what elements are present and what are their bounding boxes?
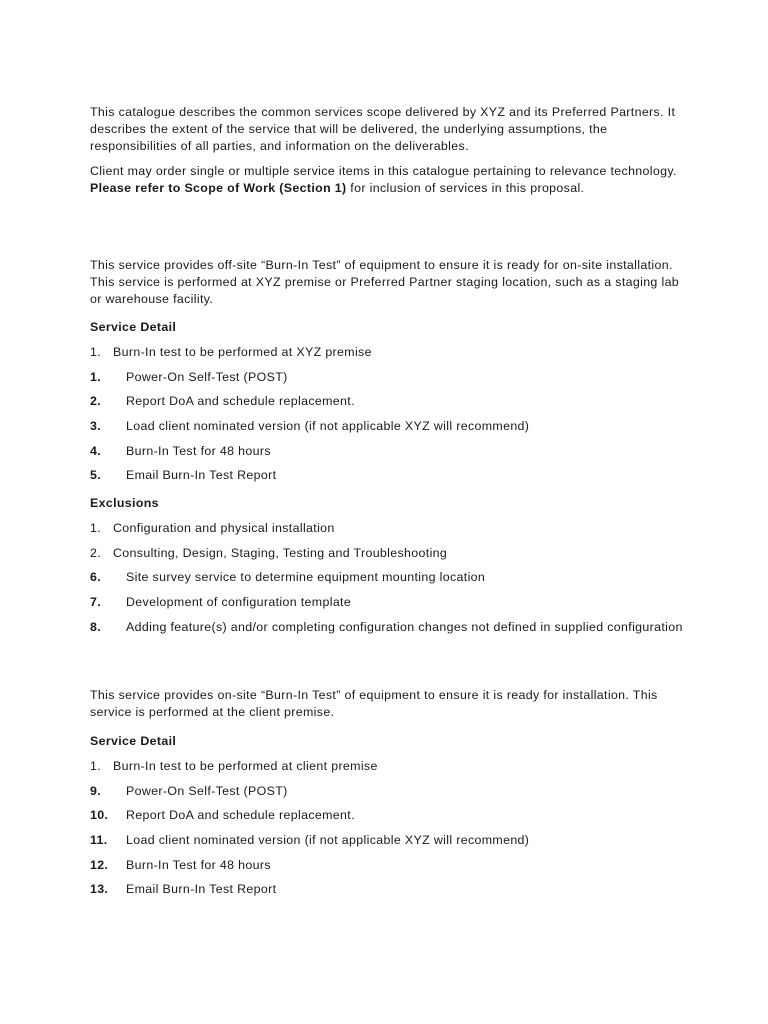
order-paragraph xyxy=(90,163,690,197)
list-item xyxy=(90,807,690,824)
list-item xyxy=(90,758,690,775)
list-item-number: 1. xyxy=(90,759,102,773)
list-item-text: Burn-In Test for 48 hours xyxy=(126,443,271,458)
list-item-number: 3. xyxy=(90,419,102,434)
list-item-number: 8. xyxy=(90,619,102,634)
list-item xyxy=(90,594,690,611)
list-item xyxy=(90,783,690,800)
list-item-text: Adding feature(s) and/or completing configuration changes not defined in supplied configuration xyxy=(126,619,683,634)
offsite-exclusions xyxy=(90,495,690,636)
list-item-number: 1. xyxy=(90,521,102,535)
list-item-number: 11. xyxy=(90,833,108,848)
list-item-text: Email Burn-In Test Report xyxy=(126,468,277,483)
exclusions-list xyxy=(90,520,690,636)
list-item xyxy=(90,443,690,460)
onsite-section xyxy=(90,687,690,721)
offsite-service-detail-heading: Service Detail xyxy=(90,320,177,334)
list-item-number: 7. xyxy=(90,595,102,610)
offsite-section xyxy=(90,257,690,308)
list-item-number: 2. xyxy=(90,545,102,560)
list-item xyxy=(90,344,690,361)
list-item-text: Load client nominated version (if not applicable XYZ will recommend) xyxy=(126,419,530,434)
onsite-description: This service provides on-site “Burn-In Test” of equipment to ensure it is ready for installation. This service is performed at the client premise. xyxy=(90,688,658,719)
list-item-number: 1. xyxy=(90,369,102,384)
list-item-text: Report DoA and schedule replacement. xyxy=(126,808,355,823)
list-item-text: Power-On Self-Test (POST) xyxy=(126,783,288,798)
list-item-number: 12. xyxy=(90,857,109,872)
list-item-text: Configuration and physical installation xyxy=(113,521,335,535)
list-item-number: 5. xyxy=(90,468,102,483)
list-item-text: Development of configuration template xyxy=(126,595,352,610)
intro-paragraph: This catalogue describes the common services scope delivered by XYZ and its Preferred Partners. It describes the extent of the service that will be delivered, the underlying assumptions, the responsibilities of all parties, and information on the deliverables. xyxy=(90,105,676,153)
order-text-start: Client may order single or multiple service items in this catalogue pertaining to relevance technology. xyxy=(90,164,677,178)
intro-section xyxy=(90,104,690,197)
list-item-text: Burn-In Test for 48 hours xyxy=(126,857,271,872)
list-item-number: 9. xyxy=(90,783,102,798)
list-item-text: Burn-In test to be performed at XYZ premise xyxy=(113,345,372,359)
list-item-text: Report DoA and schedule replacement. xyxy=(126,394,355,409)
onsite-service-detail xyxy=(90,733,690,898)
list-item xyxy=(90,520,690,537)
onsite-service-detail-list xyxy=(90,758,690,898)
list-item xyxy=(90,369,690,386)
list-item xyxy=(90,832,690,849)
list-item-number: 1. xyxy=(90,345,102,359)
document-page xyxy=(90,0,690,1024)
list-item-text: Power-On Self-Test (POST) xyxy=(126,369,288,384)
list-item-text: Load client nominated version (if not applicable XYZ will recommend) xyxy=(126,833,530,848)
order-text-end: for inclusion of services in this proposal. xyxy=(350,181,585,195)
scope-of-work-reference: Please refer to Scope of Work (Section 1) xyxy=(90,181,347,195)
list-item-text: Burn-In test to be performed at client premise xyxy=(113,759,378,773)
list-item-number: 4. xyxy=(90,443,102,458)
offsite-service-detail-list xyxy=(90,344,690,484)
list-item-text: Consulting, Design, Staging, Testing and Troubleshooting xyxy=(113,545,448,560)
list-item xyxy=(90,619,690,636)
list-item-number: 2. xyxy=(90,394,102,409)
list-item xyxy=(90,881,690,898)
list-item xyxy=(90,467,690,484)
list-item xyxy=(90,393,690,410)
offsite-description: This service provides off-site “Burn-In Test” of equipment to ensure it is ready for on-site installation. This service is performed at XYZ premise or Preferred Partner staging location, such as a staging lab or warehouse facility. xyxy=(90,258,680,306)
list-item xyxy=(90,418,690,435)
list-item-number: 6. xyxy=(90,570,102,585)
list-item xyxy=(90,545,690,562)
list-item-number: 10. xyxy=(90,808,109,823)
exclusions-heading: Exclusions xyxy=(90,496,159,510)
list-item-number: 13. xyxy=(90,882,109,897)
onsite-service-detail-heading: Service Detail xyxy=(90,734,177,748)
list-item xyxy=(90,857,690,874)
offsite-service-detail xyxy=(90,319,690,484)
list-item-text: Email Burn-In Test Report xyxy=(126,882,277,897)
list-item-text: Site survey service to determine equipment mounting location xyxy=(126,570,486,585)
list-item xyxy=(90,569,690,586)
